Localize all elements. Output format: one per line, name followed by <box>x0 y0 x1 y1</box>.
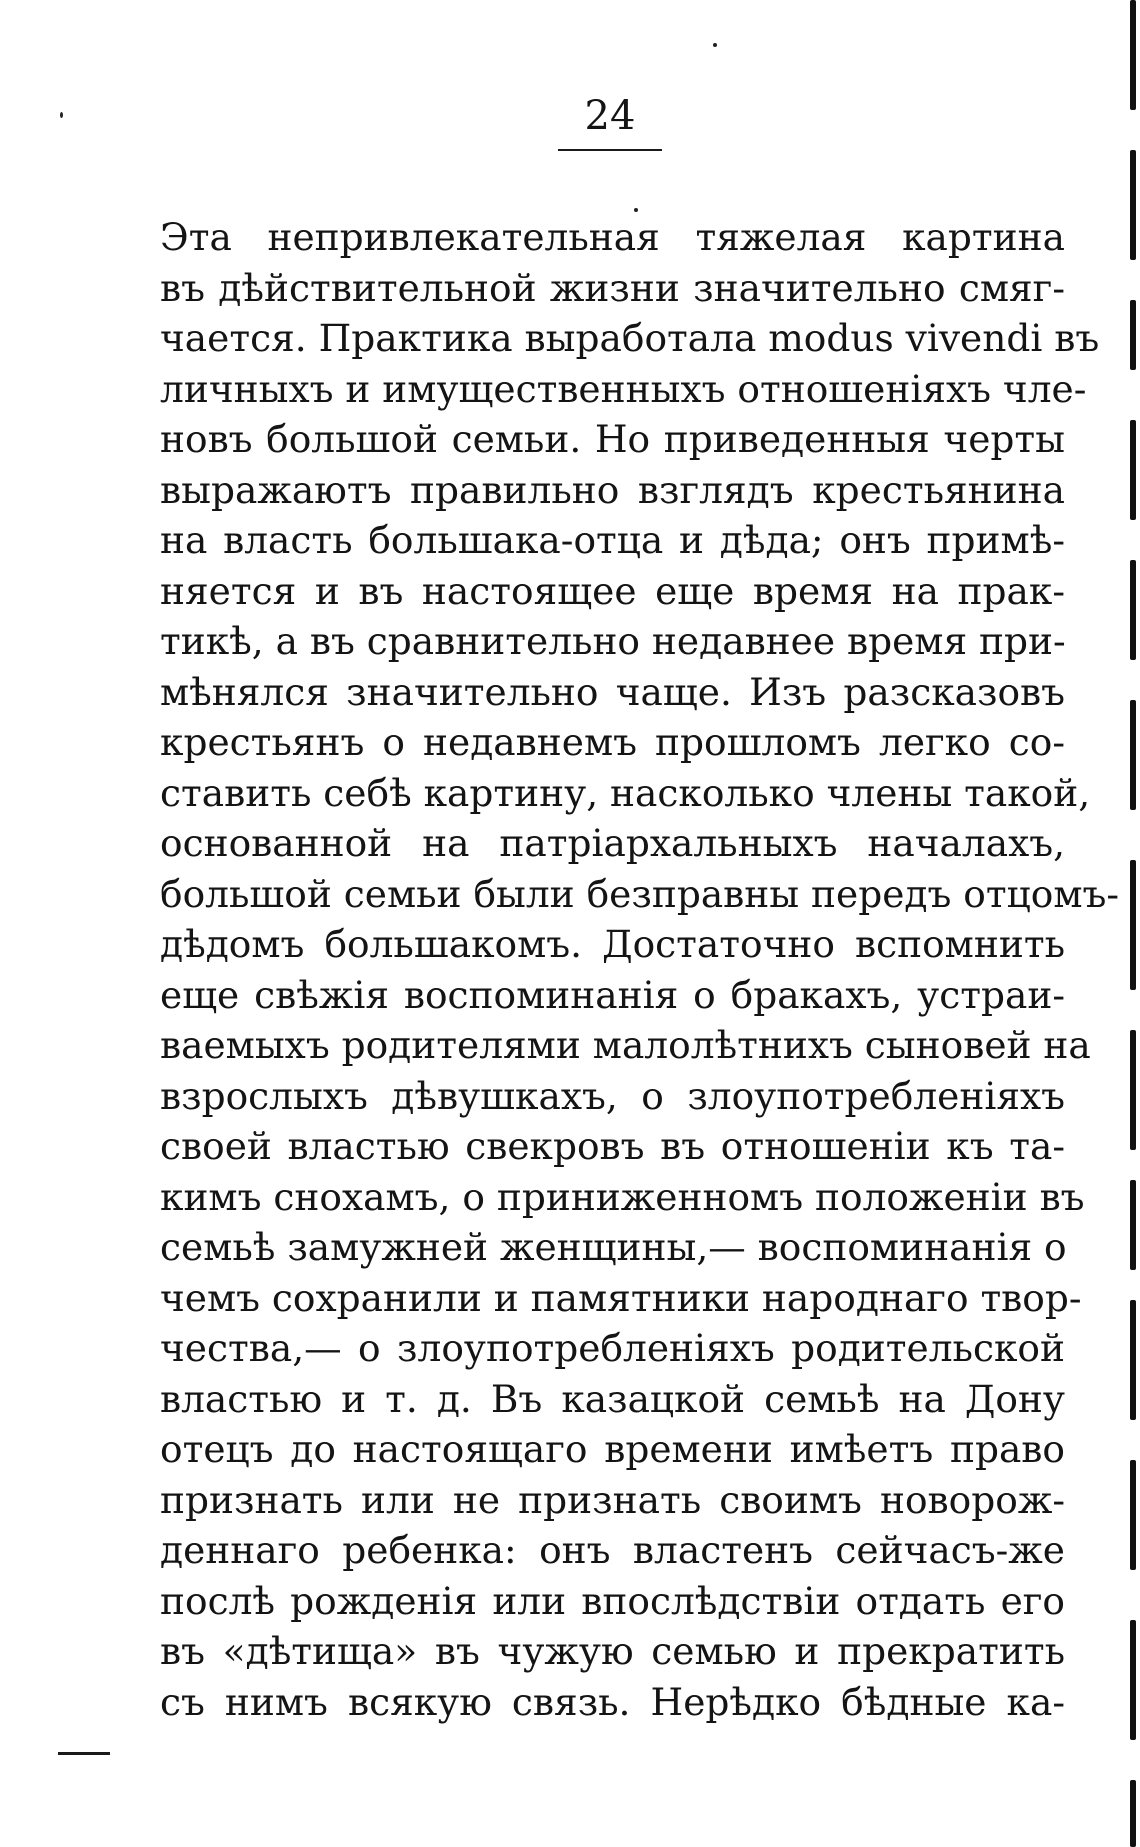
text-line: личныхъ и имущественныхъ отношеніяхъ чле- <box>160 366 1087 411</box>
text-line: крестьянъ о недавнемъ прошломъ легко со- <box>160 720 1065 764</box>
text-line: основанной на патріархальныхъ началахъ, <box>160 821 1065 865</box>
scan-speck <box>713 43 717 47</box>
page-number-underline <box>558 149 662 151</box>
text-line: отецъ до настоящаго времени имѣетъ право <box>160 1427 1065 1471</box>
text-line: ставить себѣ картину, насколько члены такой, <box>160 770 1091 815</box>
page-edge-shadow <box>1126 0 1140 1847</box>
text-line: чества,— о злоупотребленіяхъ родительской <box>160 1326 1065 1370</box>
text-line: взрослыхъ дѣвушкахъ, о злоупотребленіяхъ <box>160 1073 1065 1118</box>
text-line: кимъ снохамъ, о приниженномъ положеніи въ <box>160 1174 1085 1219</box>
text-line: деннаго ребенка: онъ властенъ сейчасъ-же <box>160 1528 1065 1572</box>
text-line: чемъ сохранили и памятники народнаго твор- <box>160 1275 1082 1320</box>
margin-rule <box>58 1752 110 1755</box>
body-text <box>160 212 1120 1727</box>
text-line: признать или не признать своимъ новорож- <box>160 1477 1065 1522</box>
text-line: своей властью свекровъ въ отношеніи къ та- <box>160 1124 1065 1168</box>
text-line: няется и въ настоящее еще время на прак- <box>160 568 1065 613</box>
page-number: 24 <box>584 93 636 139</box>
text-line: властью и т. д. Въ казацкой семьѣ на Дону <box>160 1376 1065 1421</box>
scan-speck <box>60 112 63 118</box>
text-line: съ нимъ всякую связь. Нерѣдко бѣдные ка- <box>160 1679 1065 1724</box>
text-line: на власть большака-отца и дѣда; онъ примѣ- <box>160 518 1065 562</box>
scan-speck <box>634 208 638 212</box>
text-line: выражаютъ правильно взглядъ крестьянина <box>160 467 1065 512</box>
text-line: ваемыхъ родителями малолѣтнихъ сыновей на <box>160 1023 1091 1067</box>
text-line: новъ большой семьи. Но приведенныя черты <box>160 417 1065 461</box>
text-line: мѣнялся значительно чаще. Изъ разсказовъ <box>160 669 1065 714</box>
text-line: Эта непривлекательная тяжелая картина <box>160 215 1065 259</box>
text-line: большой семьи были безправны передъ отцомъ- <box>160 871 1120 916</box>
text-line: въ дѣйствительной жизни значительно смяг- <box>160 265 1065 310</box>
text-line: въ «дѣтища» въ чужую семью и прекратить <box>160 1629 1065 1673</box>
text-line: чается. Практика выработала modus vivendi въ <box>160 316 1100 360</box>
text-line: тикѣ, а въ сравнительно недавнее время при- <box>160 619 1066 663</box>
text-line: дѣдомъ большакомъ. Достаточно вспомнить <box>160 922 1065 966</box>
text-line: семьѣ замужней женщины,— воспоминанія о <box>160 1225 1067 1269</box>
text-line: послѣ рожденія или впослѣдствіи отдать его <box>160 1578 1065 1623</box>
text-line: еще свѣжія воспоминанія о бракахъ, устраи- <box>160 972 1065 1017</box>
